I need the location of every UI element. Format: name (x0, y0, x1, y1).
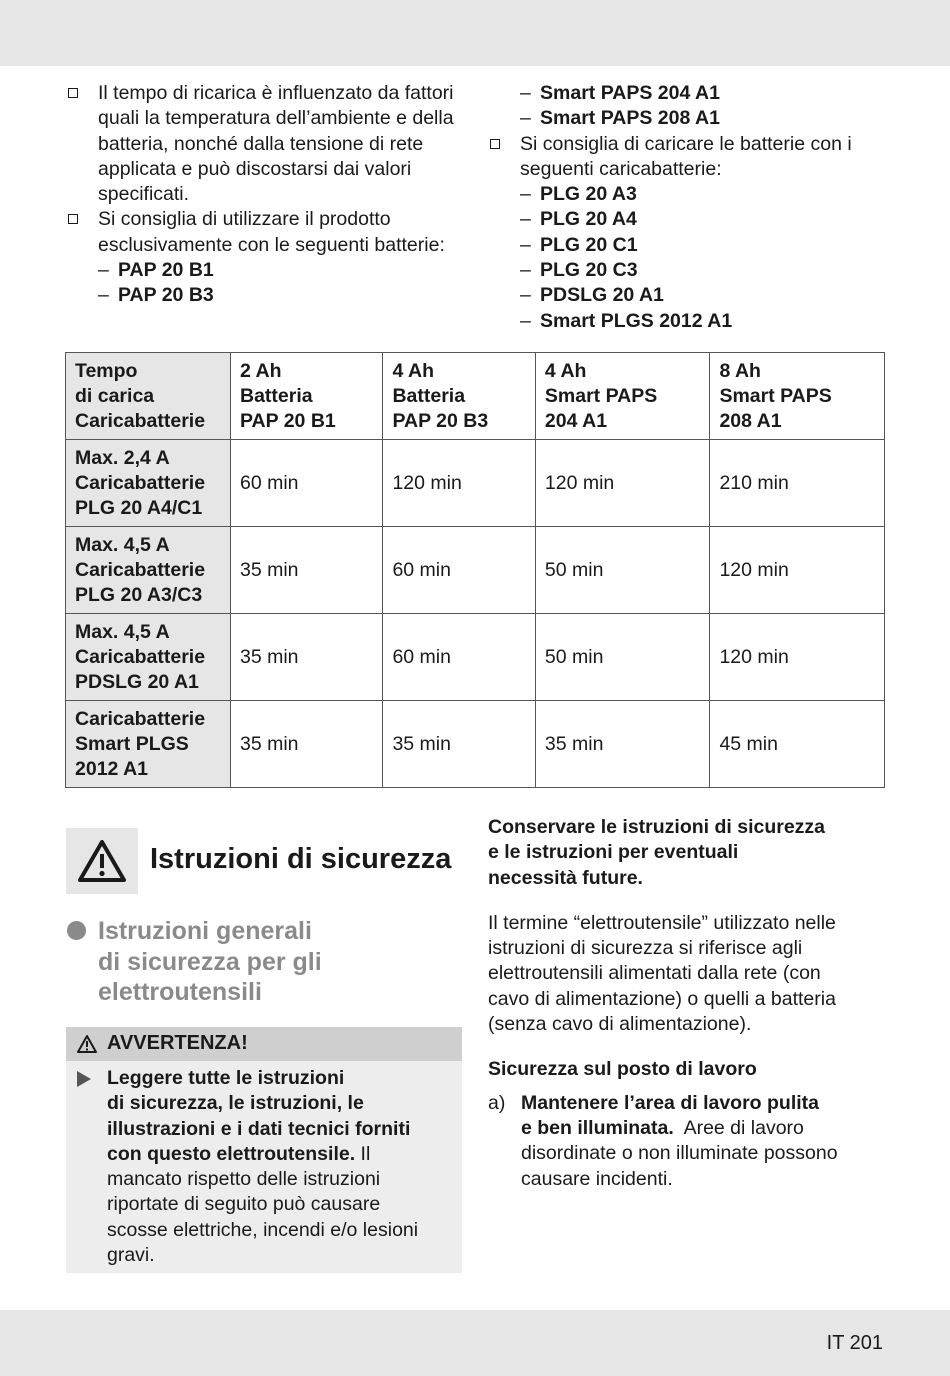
battery-item: – Smart PAPS 208 A1 (520, 107, 720, 130)
table-cell: 35 min (231, 614, 383, 701)
subsection-title: Istruzioni generali di sicurezza per gli elettroutensili (98, 917, 322, 1006)
warning-triangle-icon (66, 828, 138, 894)
warning-triangle-box (66, 828, 138, 894)
table-cell: 60 min (383, 614, 535, 701)
table-row (66, 527, 885, 614)
table-cell: 35 min (231, 527, 383, 614)
keep-instructions-note: Conservare le istruzioni di sicurezza e le istruzioni per eventuali necessità future. (488, 816, 826, 889)
table-cell: 60 min (231, 440, 383, 527)
bullet-charging-time: Il tempo di ricarica è influenzato da fattori quali la temperatura dell’ambiente e della batteria, nonché dalla tensione di rete applicata e può discostarsi dai valori specificati. (66, 81, 466, 207)
table-cell: 35 min (383, 701, 535, 788)
table-cell: 120 min (710, 614, 885, 701)
triangle-bullet-icon (77, 1071, 91, 1087)
checkbox-bullet-icon (68, 88, 78, 98)
bullet-chargers: Si consiglia di caricare le batterie con i seguenti caricabatterie: (488, 132, 898, 183)
row-header-cell: Max. 4,5 A Caricabatterie PLG 20 A3/C3 (66, 527, 231, 614)
term-definition-paragraph: Il termine “elettroutensile” utilizzato nelle istruzioni di sicurezza si riferisce agli elettroutensili alimentati dalla rete (con cavo di alimentazione) o quelli a batteria (senza cavo di alimentazione). (488, 911, 836, 1036)
table-cell: 35 min (535, 701, 710, 788)
battery-item: – PAP 20 B1 (98, 259, 214, 282)
row-header-cell: Max. 4,5 A Caricabatterie PDSLG 20 A1 (66, 614, 231, 701)
section-title: Istruzioni di sicurezza (150, 843, 452, 875)
table-header-cell: Tempo di carica Caricabatterie (66, 353, 231, 440)
charger-item: – PLG 20 A3 (520, 183, 637, 206)
footer-bar (0, 1310, 950, 1376)
warning-label: AVVERTENZA! (107, 1032, 248, 1054)
table-cell: 45 min (710, 701, 885, 788)
safety-text-right (488, 815, 888, 1192)
page-number: IT 201 (826, 1332, 883, 1354)
table-header-cell: 2 Ah Batteria PAP 20 B1 (231, 353, 383, 440)
warning-body (66, 1061, 462, 1273)
checkbox-bullet-icon (68, 214, 78, 224)
workplace-heading: Sicurezza sul posto di lavoro (488, 1058, 757, 1081)
table-cell: 35 min (231, 701, 383, 788)
battery-item: – PAP 20 B3 (98, 284, 214, 307)
bullet-batteries: Si consiglia di utilizzare il prodotto esclusivamente con le seguenti batterie: (66, 207, 466, 258)
compatibility-notes-right (488, 81, 898, 334)
table-header-cell: 4 Ah Batteria PAP 20 B3 (383, 353, 535, 440)
table-cell: 50 min (535, 527, 710, 614)
warning-header (66, 1027, 462, 1061)
battery-item: – Smart PAPS 204 A1 (520, 82, 720, 104)
table-row (66, 701, 885, 788)
charger-item: – PDSLG 20 A1 (520, 284, 664, 307)
table-cell: 120 min (535, 440, 710, 527)
charger-item: – PLG 20 C1 (520, 233, 638, 256)
table-header-cell: 8 Ah Smart PAPS 208 A1 (710, 353, 885, 440)
charger-item: – Smart PLGS 2012 A1 (520, 309, 733, 332)
warning-text: Leggere tutte le istruzioni di sicurezza, le istruzioni, le illustrazioni e i dati tecnici forniti con questo elettroutensile. Il mancato rispetto delle istruzioni riportate di seguito può causare scosse elettriche, incendi e/o lesioni gravi. (107, 1067, 419, 1267)
table-row (66, 614, 885, 701)
list-item: a) Mantenere l’area di lavoro pulita e ben illuminata. Aree di lavoro disordinate o non illuminate possono causare incidenti. (488, 1091, 838, 1190)
charger-item: – PLG 20 A4 (520, 208, 637, 231)
table-cell: 120 min (383, 440, 535, 527)
header-bar (0, 0, 950, 66)
table-row (66, 440, 885, 527)
row-header-cell: Max. 2,4 A Caricabatterie PLG 20 A4/C1 (66, 440, 231, 527)
charger-item: – PLG 20 C3 (520, 259, 638, 282)
table-cell: 50 min (535, 614, 710, 701)
compatibility-notes-left (66, 81, 466, 309)
warning-small-icon (76, 1034, 98, 1054)
row-header-cell: Caricabatterie Smart PLGS 2012 A1 (66, 701, 231, 788)
table-header-cell: 4 Ah Smart PAPS 204 A1 (535, 353, 710, 440)
table-header-row (66, 353, 885, 440)
table-cell: 120 min (710, 527, 885, 614)
table-cell: 60 min (383, 527, 535, 614)
bullet-dot-icon (67, 921, 86, 940)
table-cell: 210 min (710, 440, 885, 527)
charging-time-table (65, 352, 885, 788)
checkbox-bullet-icon (490, 139, 500, 149)
